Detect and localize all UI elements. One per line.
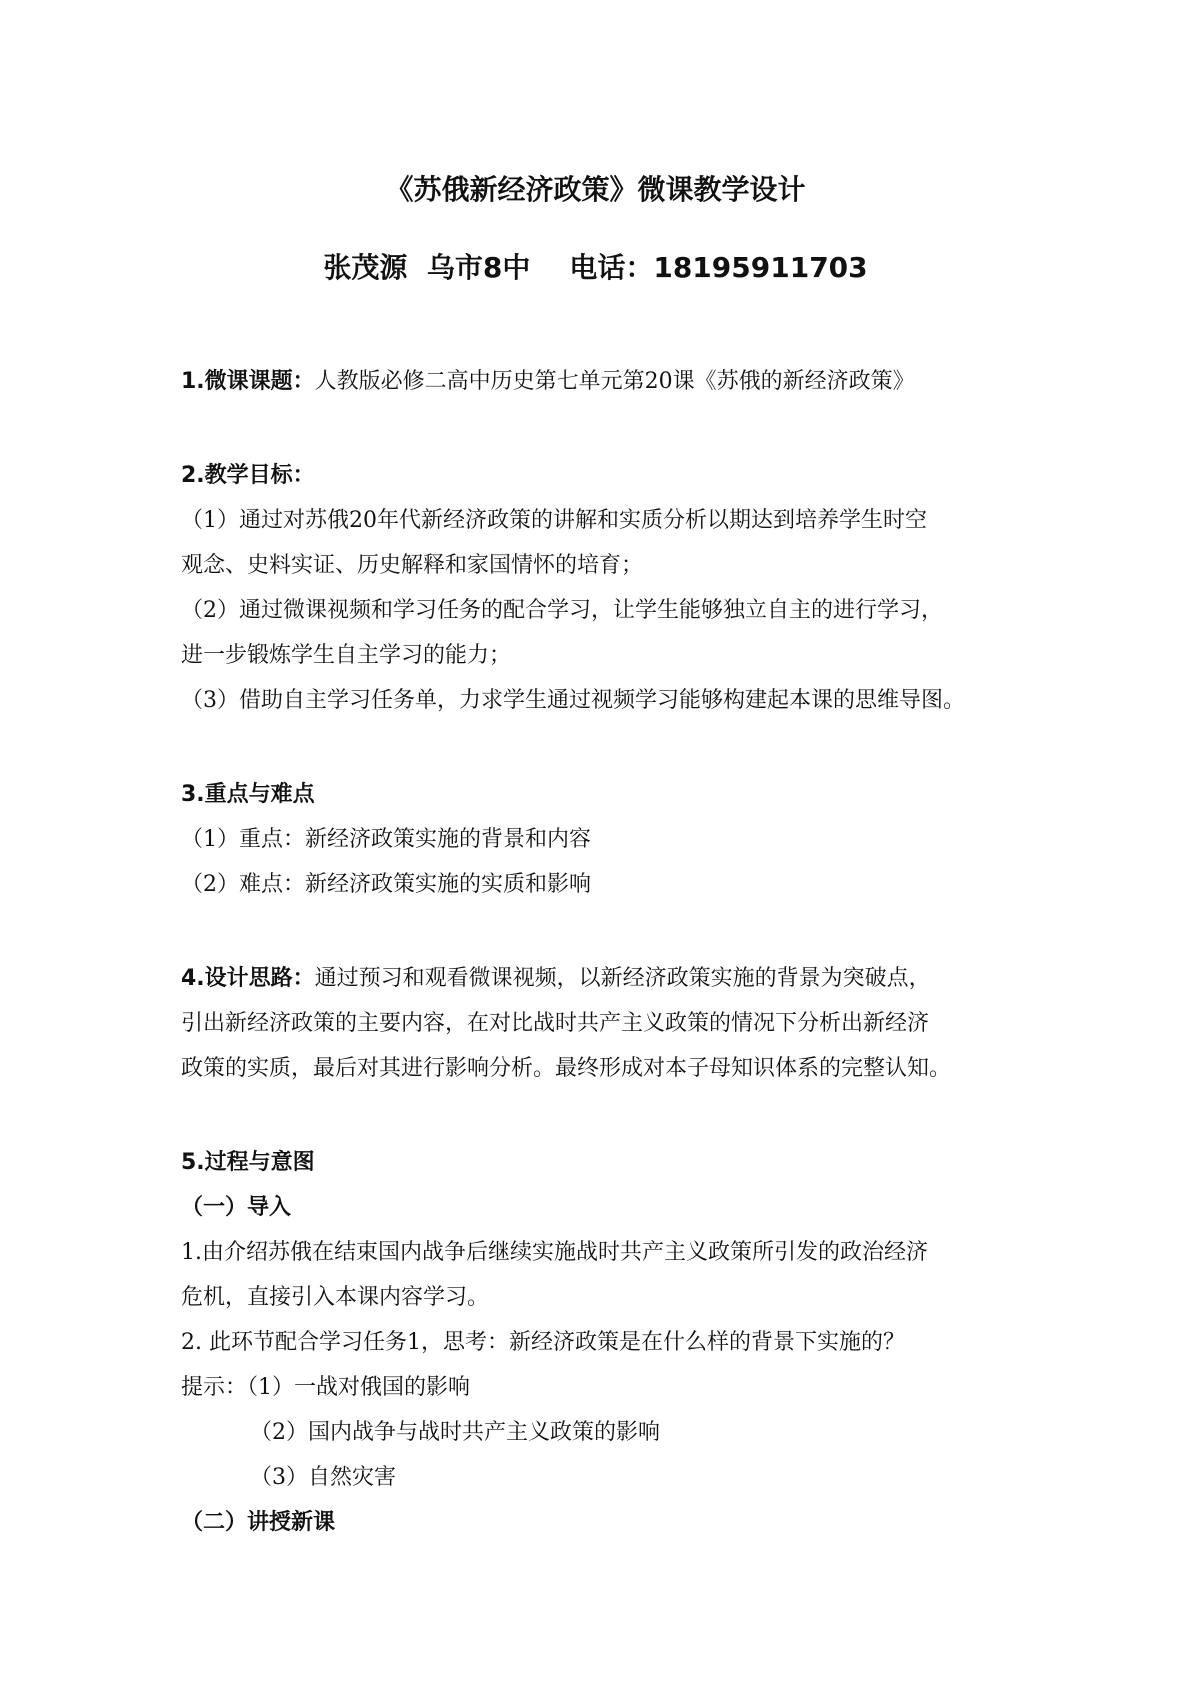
document-title: 《苏俄新经济政策》微课教学设计 (385, 173, 806, 206)
section-3-line: （1）重点：新经济政策实施的背景和内容 (181, 827, 591, 852)
section-2-line: （1）通过对苏俄20年代新经济政策的讲解和实质分析以期达到培养学生时空 (181, 508, 927, 533)
section-5-line: 危机，直接引入本课内容学习。 (181, 1285, 490, 1310)
section-4-line: 引出新经济政策的主要内容，在对比战时共产主义政策的情况下分析出新经济 (181, 1011, 930, 1036)
section-2-line: 观念、史料实证、历史解释和家国情怀的培育； (181, 553, 644, 578)
section-4-line: 政策的实质，最后对其进行影响分析。最终形成对本子母知识体系的完整认知。 (181, 1056, 952, 1081)
author-contact-line: 张茂源 乌市8中 电话：18195911703 (323, 251, 868, 284)
section-5-hint: （2）国内战争与战时共产主义政策的影响 (250, 1420, 660, 1445)
section-4-label: 4.设计思路： (181, 966, 315, 991)
section-3-heading: 3.重点与难点 (181, 782, 315, 807)
section-5-hint: （3）自然灾害 (250, 1465, 396, 1490)
section-1-topic (181, 366, 915, 398)
section-1-text: 人教版必修二高中历史第七单元第20课《苏俄的新经济政策》 (314, 369, 915, 394)
section-5-subheading-intro: （一）导入 (181, 1195, 292, 1220)
section-5-line: 提示：（1）一战对俄国的影响 (181, 1375, 470, 1400)
section-4-line (181, 963, 931, 995)
section-5-line: 1.由介绍苏俄在结束国内战争后继续实施战时共产主义政策所引发的政治经济 (181, 1240, 928, 1265)
section-5-line: 2. 此环节配合学习任务1，思考：新经济政策是在什么样的背景下实施的？ (181, 1330, 905, 1355)
section-2-line: （2）通过微课视频和学习任务的配合学习，让学生能够独立自主的进行学习， (181, 598, 943, 623)
section-2-line: 进一步锻炼学生自主学习的能力； (181, 643, 512, 668)
section-3-line: （2）难点：新经济政策实施的实质和影响 (181, 872, 591, 897)
section-2-heading: 2.教学目标： (181, 463, 315, 488)
section-1-label: 1.微课课题： (181, 369, 315, 394)
section-5-subheading-new-lesson: （二）讲授新课 (181, 1510, 336, 1535)
section-2-line: （3）借助自主学习任务单，力求学生通过视频学习能够构建起本课的思维导图。 (181, 688, 965, 713)
section-4-text: 通过预习和观看微课视频，以新经济政策实施的背景为突破点， (314, 966, 931, 991)
section-5-heading: 5.过程与意图 (181, 1150, 315, 1175)
